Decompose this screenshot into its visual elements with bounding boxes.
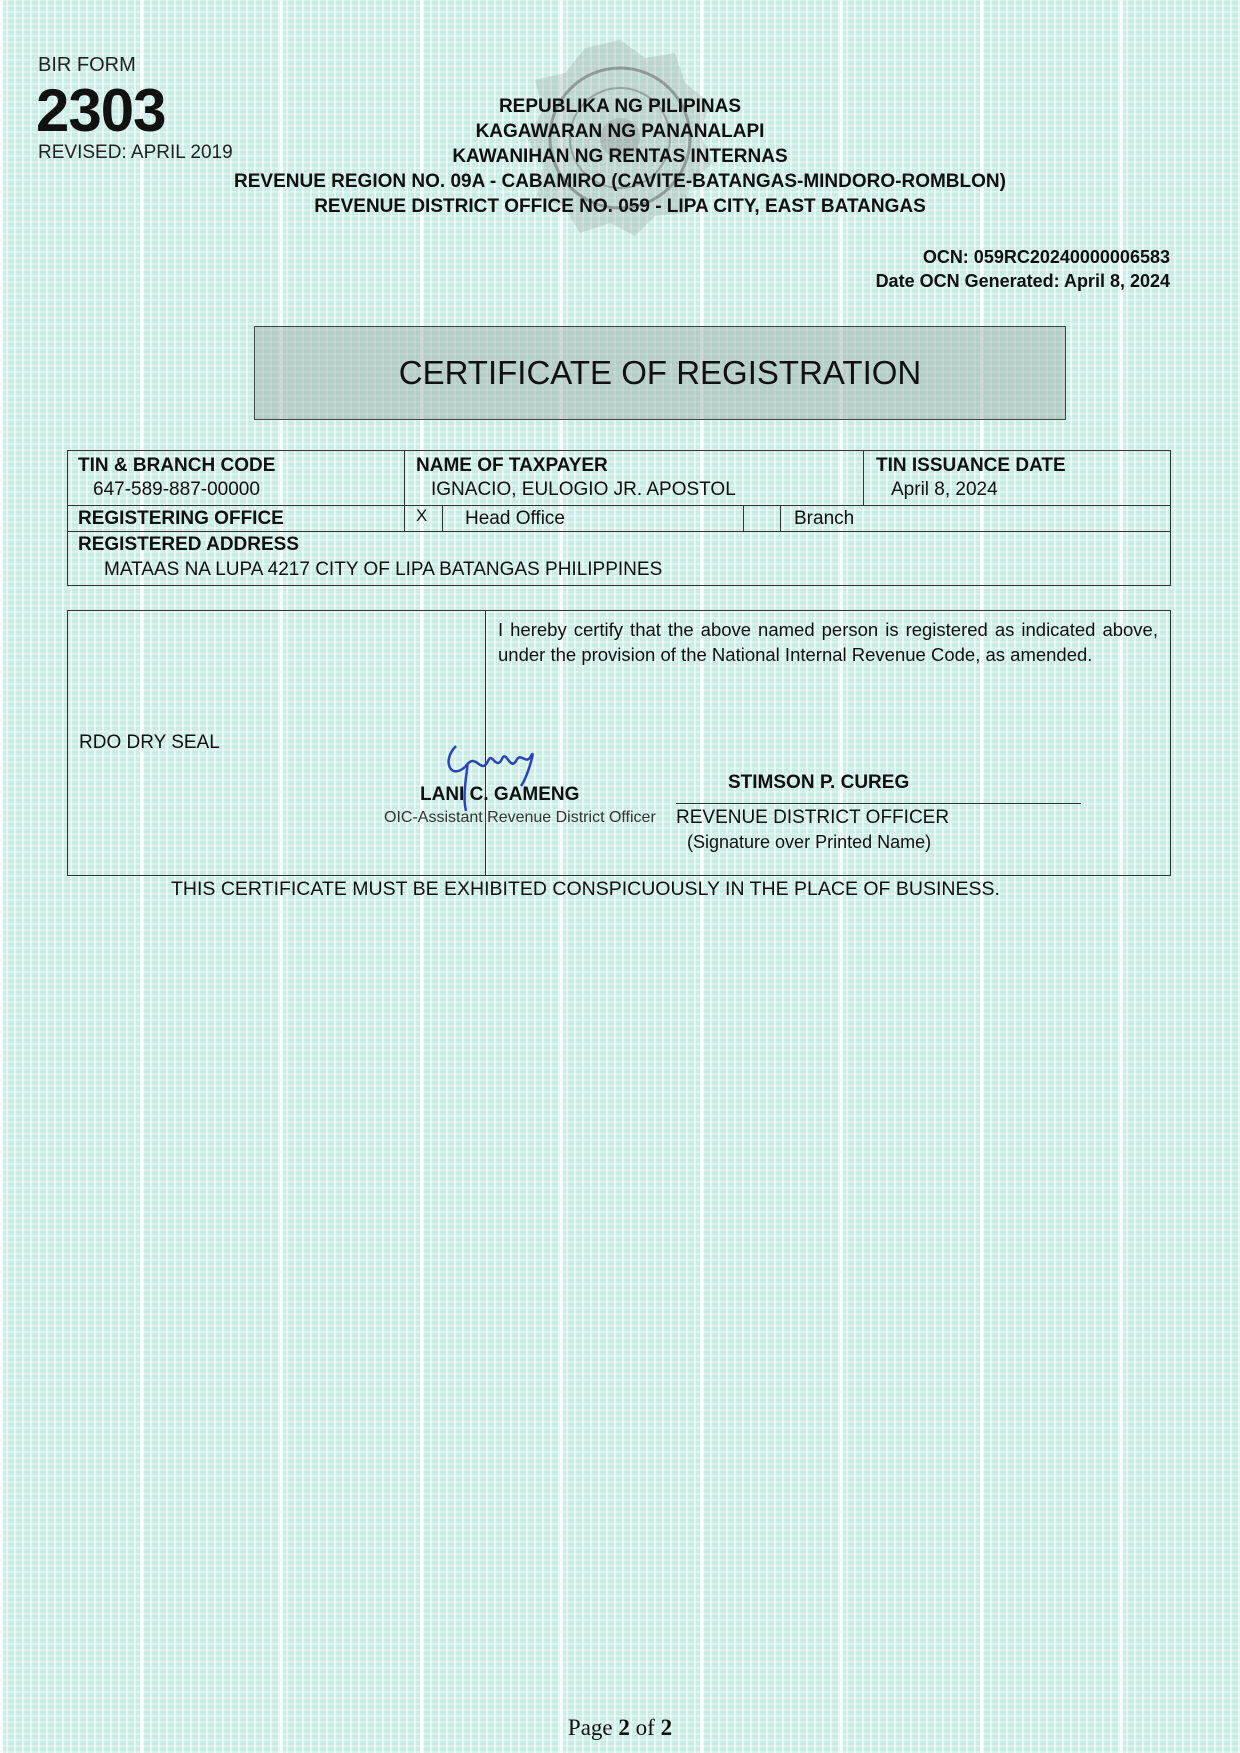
signature-note: (Signature over Printed Name) bbox=[687, 832, 932, 852]
issuance-date-label: TIN ISSUANCE DATE bbox=[876, 455, 1066, 476]
issuance-date-value: April 8, 2024 bbox=[891, 479, 998, 500]
divider bbox=[743, 505, 744, 531]
certificate-title-box bbox=[254, 326, 1066, 420]
certification-statement: I hereby certify that the above named person is registered as indicated above, under the provision of the National Internal Revenue Code, as amended. bbox=[498, 619, 1158, 665]
divider bbox=[442, 505, 443, 531]
divider bbox=[404, 451, 405, 531]
assistant-officer-title: OIC-Assistant Revenue District Officer bbox=[384, 809, 656, 826]
header-region: REVENUE REGION NO. 09A - CABAMIRO (CAVITE-BATANGAS-MINDORO-ROMBLON) bbox=[234, 171, 1006, 192]
form-label: BIR FORM bbox=[38, 54, 136, 76]
certificate-title: CERTIFICATE OF REGISTRATION bbox=[398, 354, 922, 391]
divider bbox=[780, 505, 781, 531]
header-department: KAGAWARAN NG PANANALAPI bbox=[475, 121, 765, 142]
taxpayer-name-label: NAME OF TAXPAYER bbox=[416, 455, 608, 476]
ocn-date: Date OCN Generated: April 8, 2024 bbox=[875, 271, 1170, 291]
registering-office-label: REGISTERING OFFICE bbox=[78, 508, 284, 529]
page-middle: of bbox=[629, 1715, 661, 1740]
rdo-dry-seal-label: RDO DRY SEAL bbox=[79, 732, 220, 753]
form-revision: REVISED: APRIL 2019 bbox=[38, 142, 233, 163]
tin-value: 647-589-887-00000 bbox=[93, 479, 260, 500]
tin-label: TIN & BRANCH CODE bbox=[78, 455, 276, 476]
page-prefix: Page bbox=[567, 1715, 619, 1740]
registration-table bbox=[67, 450, 1171, 586]
header-country: REPUBLIKA NG PILIPINAS bbox=[498, 96, 742, 117]
address-label: REGISTERED ADDRESS bbox=[78, 534, 299, 555]
signature-line bbox=[676, 803, 1081, 804]
page-current: 2 bbox=[618, 1715, 630, 1740]
certification-box bbox=[67, 610, 1171, 876]
header-bureau: KAWANIHAN NG RENTAS INTERNAS bbox=[452, 146, 788, 167]
officer-name: STIMSON P. CUREG bbox=[728, 772, 910, 793]
signature-mark bbox=[436, 731, 546, 821]
assistant-officer-name: LANI C. GAMENG bbox=[420, 784, 580, 805]
divider bbox=[68, 505, 1170, 506]
exhibit-notice: THIS CERTIFICATE MUST BE EXHIBITED CONSPICUOUSLY IN THE PLACE OF BUSINESS. bbox=[171, 878, 1000, 900]
taxpayer-name-value: IGNACIO, EULOGIO JR. APOSTOL bbox=[431, 479, 736, 500]
branch-label: Branch bbox=[794, 508, 855, 529]
divider bbox=[863, 451, 864, 505]
divider bbox=[68, 531, 1170, 532]
head-office-checkbox: X bbox=[416, 506, 428, 525]
head-office-label: Head Office bbox=[465, 508, 565, 529]
officer-title: REVENUE DISTRICT OFFICER bbox=[676, 807, 950, 828]
ocn-number: OCN: 059RC20240000006583 bbox=[922, 247, 1170, 267]
address-value: MATAAS NA LUPA 4217 CITY OF LIPA BATANGAS PHILIPPINES bbox=[104, 559, 663, 580]
page-total: 2 bbox=[660, 1715, 673, 1740]
page-indicator bbox=[0, 1715, 1240, 1741]
form-number: 2303 bbox=[36, 77, 166, 144]
header-district: REVENUE DISTRICT OFFICE NO. 059 - LIPA CITY, EAST BATANGAS bbox=[314, 196, 926, 217]
